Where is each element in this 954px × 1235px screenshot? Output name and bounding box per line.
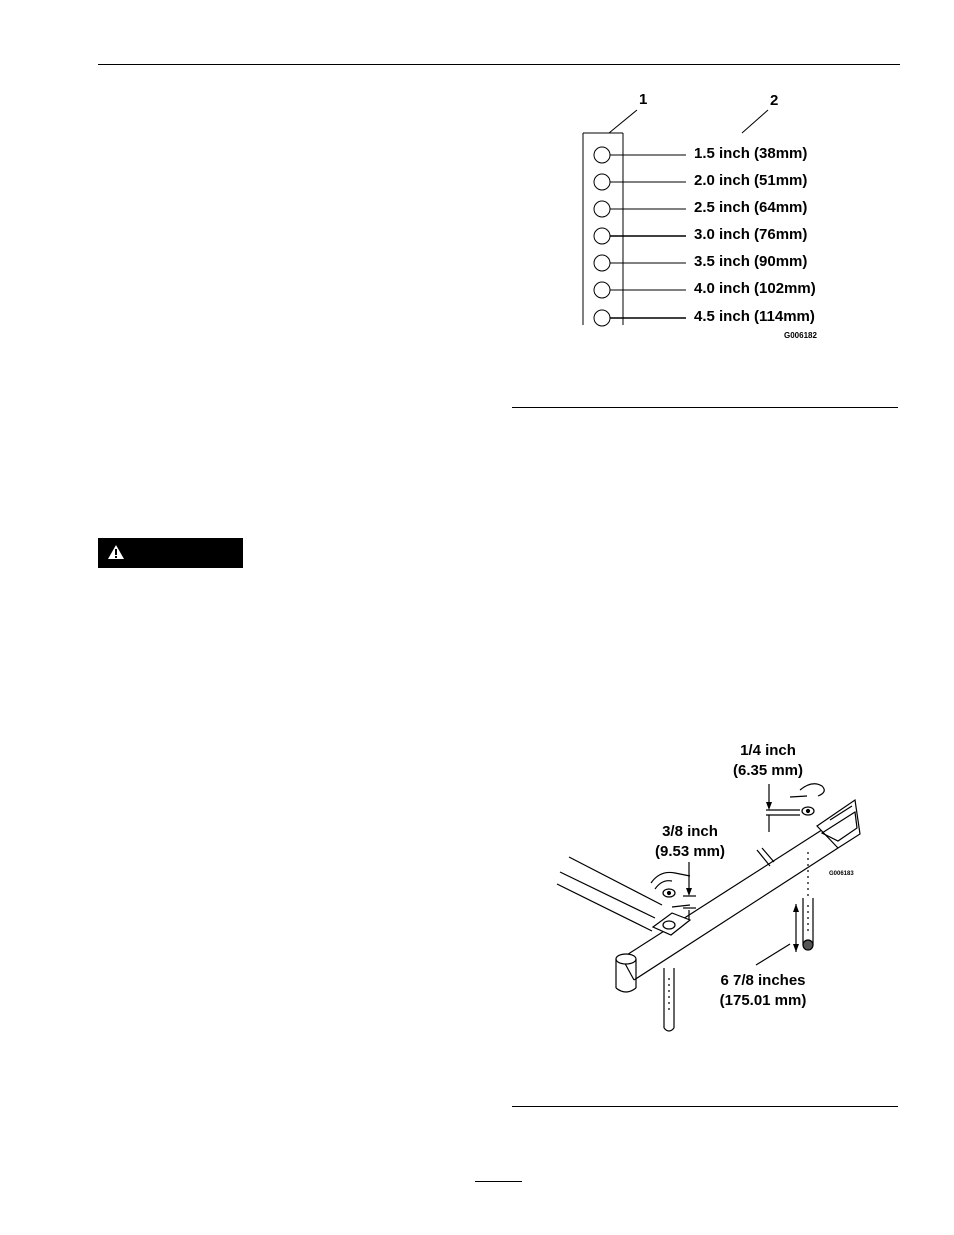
hole-label-7: 4.5 inch (114mm) bbox=[694, 308, 815, 325]
hole-label-4: 3.0 inch (76mm) bbox=[694, 226, 808, 243]
figure-bottom-rule bbox=[512, 1106, 898, 1107]
hole-label-5: 3.5 inch (90mm) bbox=[694, 253, 808, 270]
callout-2: 2 bbox=[770, 92, 779, 109]
figure-code: G006182 bbox=[784, 331, 817, 340]
dim-six-label bbox=[703, 971, 823, 1011]
dim-quarter-line1: 1/4 inch bbox=[740, 742, 796, 759]
hole-label-2: 2.0 inch (51mm) bbox=[694, 172, 808, 189]
dim-six-line2: (175.01 mm) bbox=[719, 992, 807, 1009]
dim-six-line1: 6 7/8 inches bbox=[720, 972, 806, 989]
page-number-rule bbox=[475, 1181, 522, 1182]
dim-three-eighths-line2: (9.53 mm) bbox=[654, 843, 726, 860]
dim-quarter-line2: (6.35 mm) bbox=[732, 762, 804, 779]
dim-three-eighths-line1: 3/8 inch bbox=[662, 823, 718, 840]
hole-label-3: 2.5 inch (64mm) bbox=[694, 199, 808, 216]
figure-code-bottom: G006183 bbox=[829, 871, 854, 877]
dim-three-eighths-label bbox=[638, 822, 742, 862]
hole-label-1: 1.5 inch (38mm) bbox=[694, 145, 808, 162]
callout-1: 1 bbox=[639, 91, 648, 108]
hole-label-6: 4.0 inch (102mm) bbox=[694, 280, 816, 297]
dim-quarter-label bbox=[718, 741, 818, 781]
